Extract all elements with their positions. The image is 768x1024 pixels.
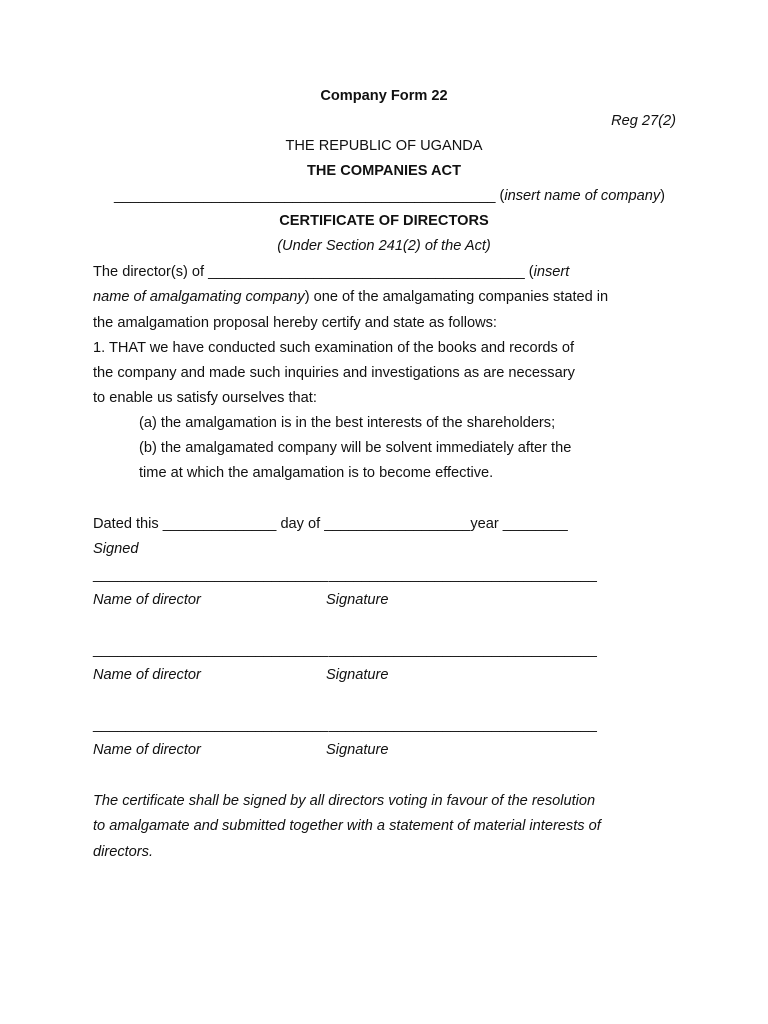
company-name-blank[interactable]: _______________________________________________ — [114, 188, 496, 204]
amalgamating-company-blank[interactable]: _______________________________________ — [208, 264, 525, 280]
insert-hint: insert — [533, 264, 570, 280]
signed-label: Signed — [93, 541, 139, 557]
republic-heading: THE REPUBLIC OF UGANDA — [285, 138, 483, 154]
director-name-blank-1[interactable]: _____________________________ — [93, 567, 329, 583]
company-name-line — [114, 187, 665, 205]
clause-a: (a) the amalgamation is in the best interests of the shareholders; — [139, 415, 556, 431]
body-line-4: 1. THAT we have conducted such examination of the books and records of — [93, 340, 575, 356]
section-reference: (Under Section 241(2) of the Act) — [277, 238, 491, 254]
clause-b-line-2: time at which the amalgamation is to become effective. — [139, 465, 494, 481]
company-hint-open: ( — [495, 188, 505, 204]
act-heading: THE COMPANIES ACT — [306, 163, 462, 179]
director-name-blank-3[interactable]: _____________________________ — [93, 717, 329, 733]
director-name-blank-2[interactable]: _____________________________ — [93, 642, 329, 658]
body-line-2 — [93, 288, 608, 306]
note-line-3: directors. — [93, 844, 154, 860]
director-signature-blank-2[interactable]: _________________________________ — [329, 642, 597, 658]
dated-line[interactable]: Dated this ______________ day of __________________year ________ — [93, 516, 568, 532]
regulation-reference: Reg 27(2) — [611, 113, 676, 129]
amalgamating-company-hint: name of amalgamating company — [93, 289, 305, 305]
company-name-hint: insert name of company — [504, 188, 661, 204]
body-line-3: the amalgamation proposal hereby certify and state as follows: — [93, 315, 497, 331]
certificate-title: CERTIFICATE OF DIRECTORS — [279, 213, 489, 229]
body-line-5: the company and made such inquiries and investigations as are necessary — [93, 365, 575, 381]
director-signature-label-1: Signature — [326, 592, 389, 608]
director-signature-label-2: Signature — [326, 667, 389, 683]
body-line-2-rest: ) one of the amalgamating companies stated in — [304, 289, 609, 305]
clause-b-line-1: (b) the amalgamated company will be solvent immediately after the — [139, 440, 572, 456]
director-signature-blank-3[interactable]: _________________________________ — [329, 717, 597, 733]
company-hint-close: ) — [660, 188, 666, 204]
director-name-label-1: Name of director — [93, 592, 201, 608]
note-line-2: to amalgamate and submitted together with a statement of material interests of — [93, 818, 601, 834]
body-line-6: to enable us satisfy ourselves that: — [93, 390, 317, 406]
body-line-1 — [93, 263, 569, 281]
form-title: Company Form 22 — [320, 88, 448, 104]
insert-open: ( — [524, 264, 534, 280]
director-signature-blank-1[interactable]: _________________________________ — [329, 567, 597, 583]
director-name-label-2: Name of director — [93, 667, 201, 683]
directors-of-text: The director(s) of — [93, 264, 209, 280]
note-line-1: The certificate shall be signed by all directors voting in favour of the resolution — [93, 793, 596, 809]
director-signature-label-3: Signature — [326, 742, 389, 758]
director-name-label-3: Name of director — [93, 742, 201, 758]
